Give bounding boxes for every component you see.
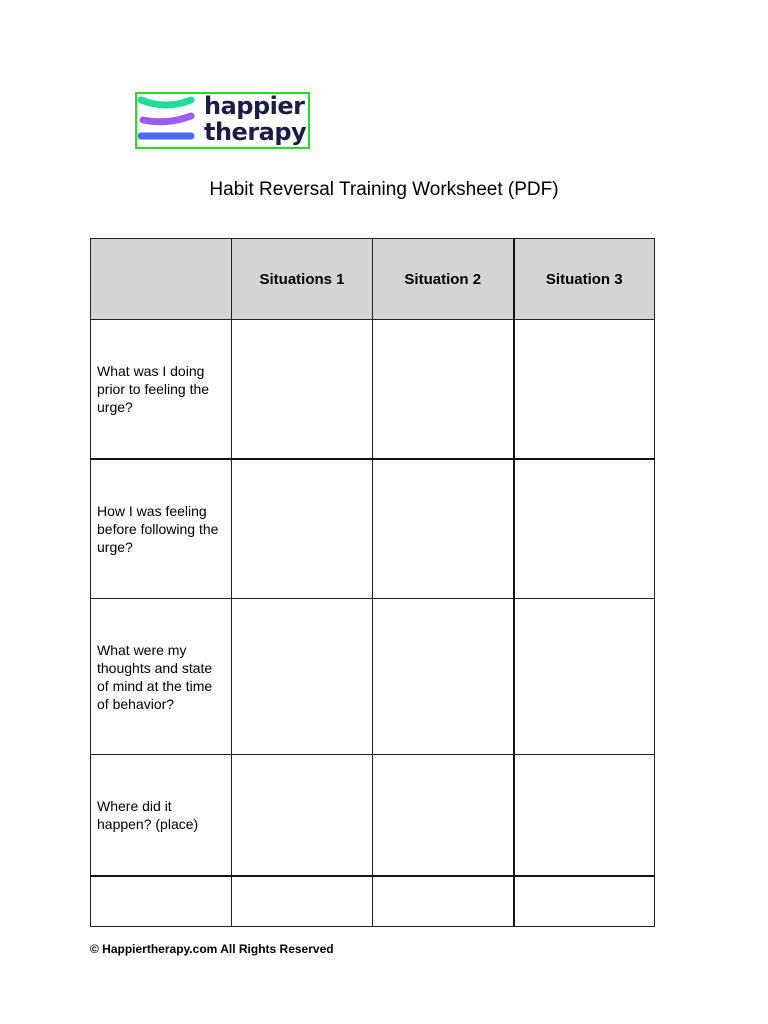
question-cell: What were my thoughts and state of mind at the time of behavior?	[91, 599, 232, 755]
table-row	[91, 320, 655, 459]
answer-cell[interactable]	[232, 876, 373, 927]
header-cell-situation-1: Situations 1	[232, 239, 373, 320]
logo-stripes-icon	[137, 94, 197, 147]
logo	[135, 92, 310, 149]
answer-cell[interactable]	[373, 320, 514, 459]
answer-cell[interactable]	[232, 320, 373, 459]
answer-cell[interactable]	[232, 755, 373, 876]
document-title: Habit Reversal Training Worksheet (PDF)	[209, 179, 559, 200]
answer-cell[interactable]	[232, 599, 373, 755]
logo-text-therapy: therapy	[204, 118, 307, 146]
header-cell-situation-3: Situation 3	[514, 239, 655, 320]
answer-cell[interactable]	[514, 599, 655, 755]
table-row	[91, 755, 655, 876]
answer-cell[interactable]	[373, 459, 514, 599]
answer-cell[interactable]	[514, 876, 655, 927]
table-row	[91, 459, 655, 599]
question-cell: Where did it happen? (place)	[91, 755, 232, 876]
answer-cell[interactable]	[373, 876, 514, 927]
answer-cell[interactable]	[373, 599, 514, 755]
logo-text-happier: happier	[204, 92, 305, 120]
question-cell	[91, 876, 232, 927]
question-cell: How I was feeling before following the urge?	[91, 459, 232, 599]
worksheet-table	[90, 238, 655, 927]
table-header-row	[91, 239, 655, 320]
table-row	[91, 876, 655, 927]
copyright-footer: © Happiertherapy.com All Rights Reserved	[90, 942, 334, 956]
answer-cell[interactable]	[373, 755, 514, 876]
answer-cell[interactable]	[232, 459, 373, 599]
answer-cell[interactable]	[514, 755, 655, 876]
answer-cell[interactable]	[514, 459, 655, 599]
table-row	[91, 599, 655, 755]
header-cell-empty	[91, 239, 232, 320]
answer-cell[interactable]	[514, 320, 655, 459]
question-cell: What was I doing prior to feeling the urge?	[91, 320, 232, 459]
header-cell-situation-2: Situation 2	[373, 239, 514, 320]
